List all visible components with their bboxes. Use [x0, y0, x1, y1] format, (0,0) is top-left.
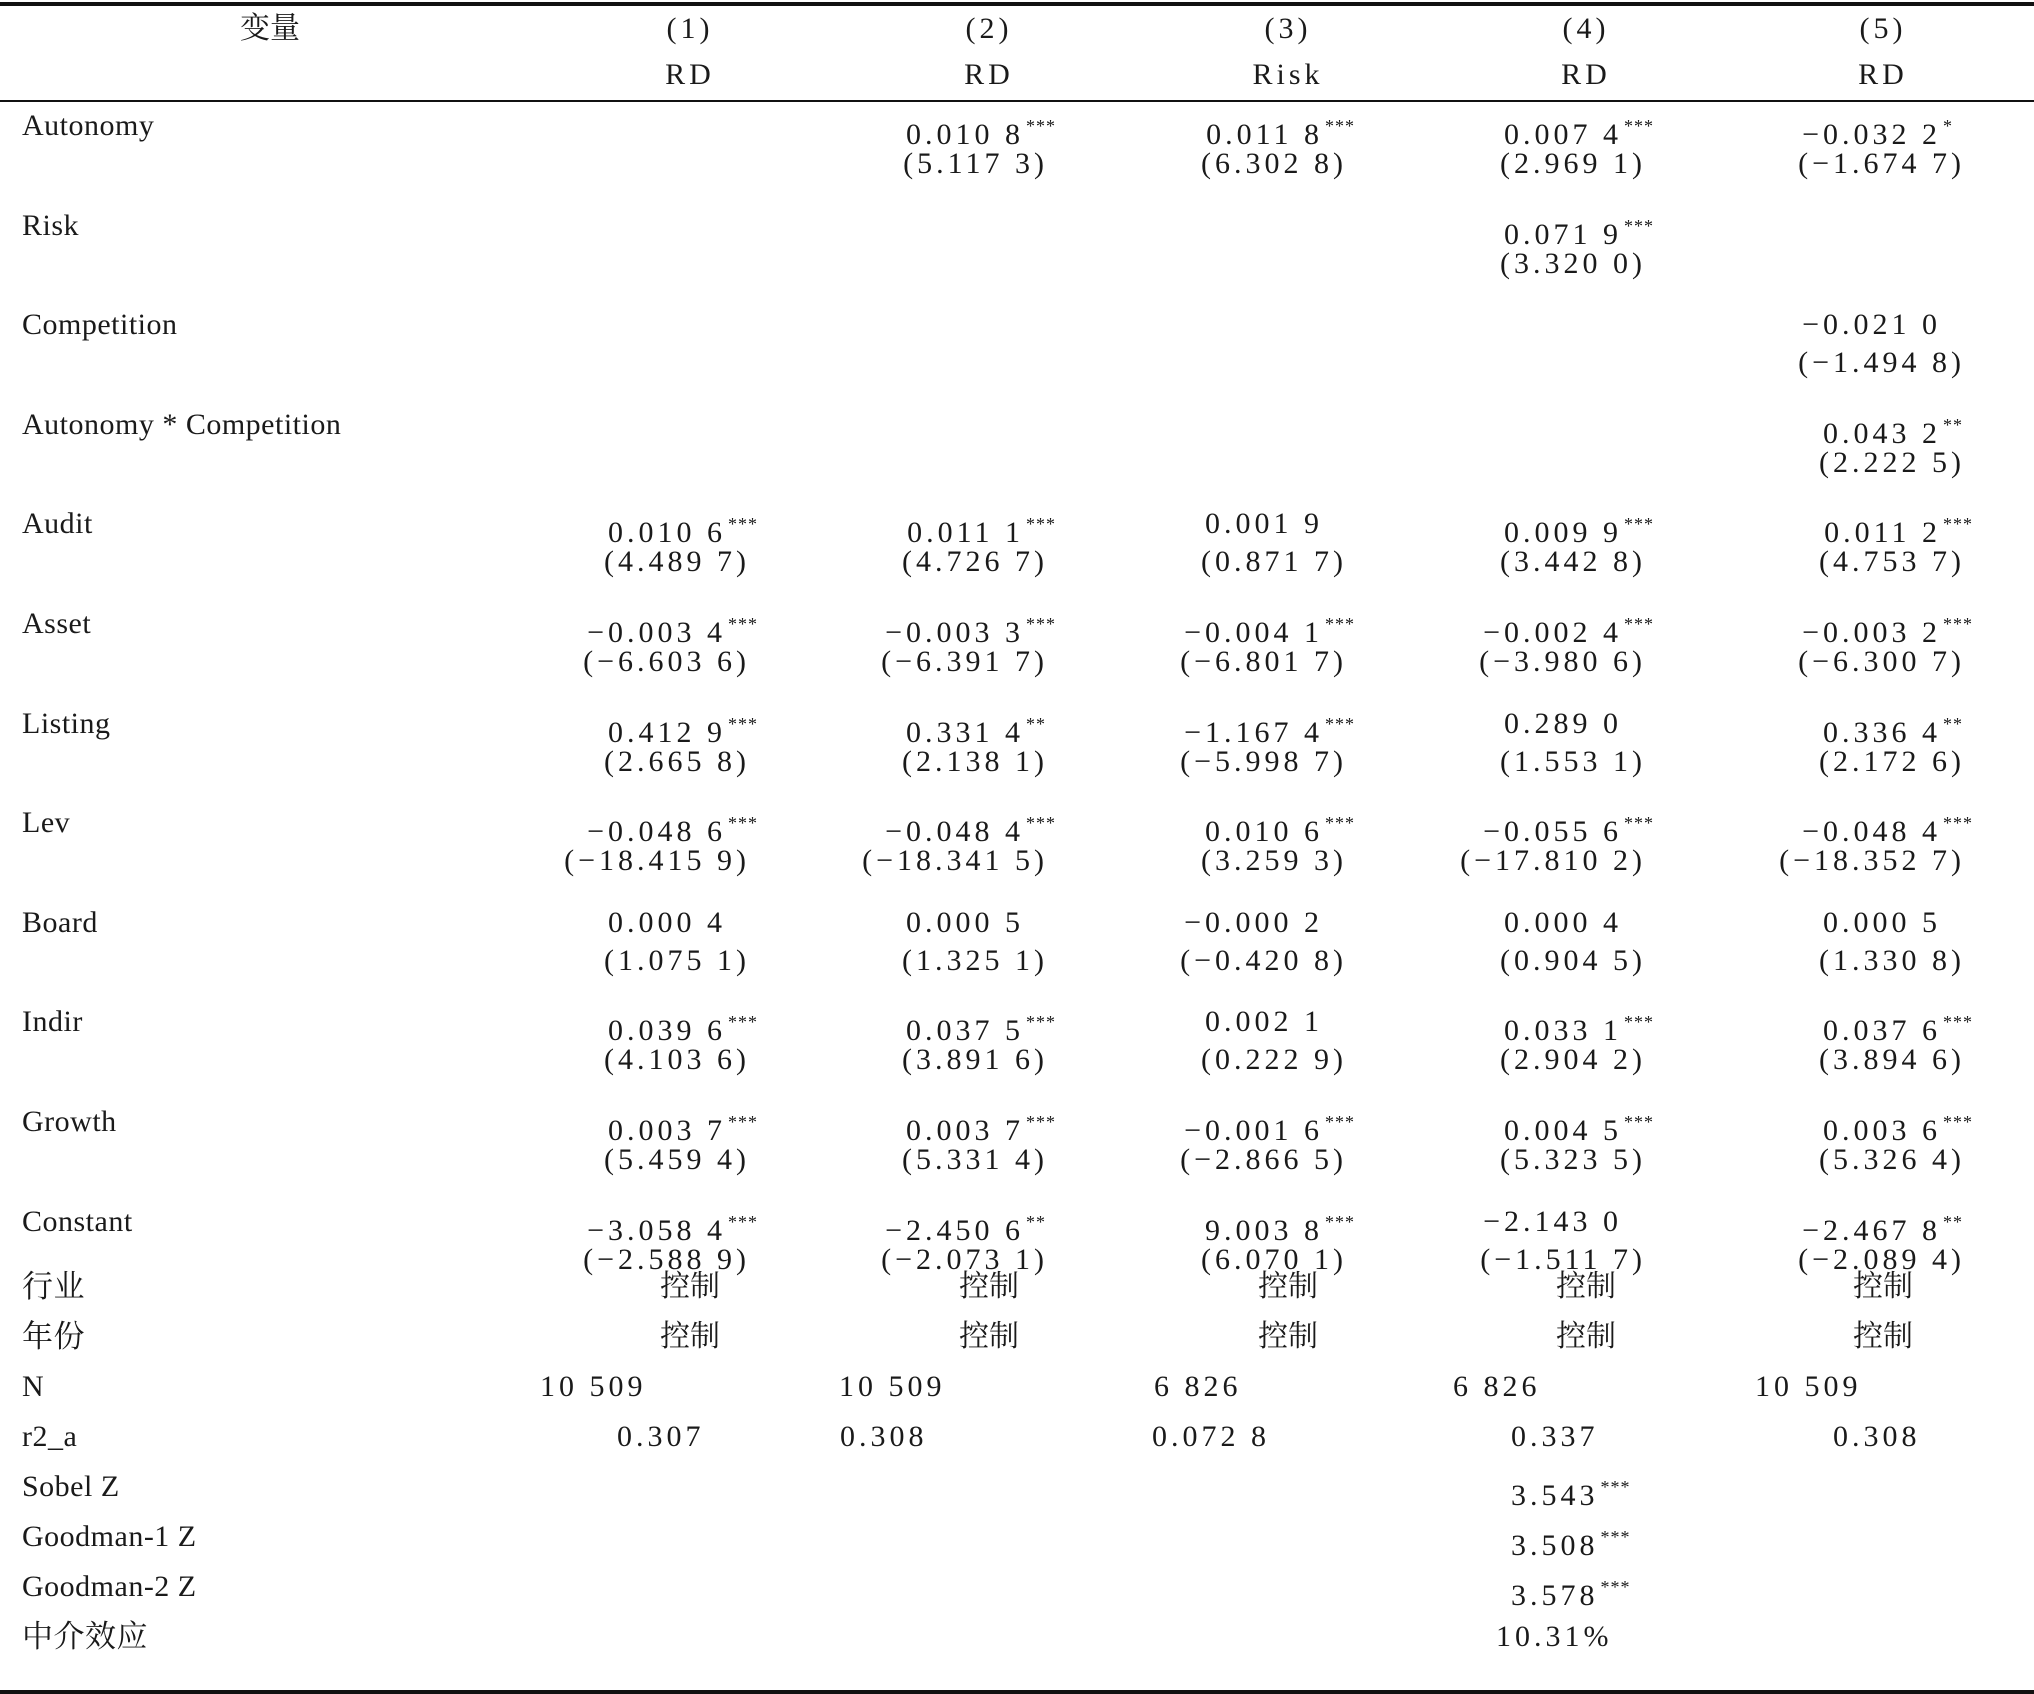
year-control-col2: 控制	[959, 1319, 1019, 1355]
audit-significance-stars: ***	[1624, 514, 1654, 535]
table-row-lev-tstat	[0, 836, 2034, 886]
table-row-goodman1	[0, 1512, 2034, 1562]
listing-label: Listing	[22, 706, 111, 740]
header-row-numbers	[0, 4, 2034, 54]
asset-significance-stars: ***	[728, 614, 758, 634]
constant-coef-value: −2.143 0	[1483, 1204, 1622, 1238]
constant-significance-stars: **	[1026, 1211, 1046, 1232]
interaction-tstat-col4	[1366, 438, 1666, 488]
asset-coef-value: −0.003 2	[1802, 616, 1941, 649]
n-label: N	[22, 1370, 45, 1404]
table-row-audit-tstat	[0, 537, 2034, 587]
board-tstat-col3: (−0.420 8)	[1180, 943, 1347, 977]
sobel-value-col4	[1511, 1462, 1631, 1512]
competition-coef-value: −0.021 0	[1802, 308, 1941, 342]
table-row-n	[0, 1362, 2034, 1412]
asset-coef-value: −0.003 3	[885, 616, 1024, 649]
growth-coef-value: 0.003 7	[906, 1114, 1024, 1147]
lev-significance-stars: ***	[1325, 813, 1355, 834]
listing-coef-value: 0.412 9	[608, 715, 726, 749]
listing-tstat-col3: (−5.998 7)	[1180, 744, 1347, 778]
competition-tstat-col4	[1366, 338, 1666, 388]
asset-significance-stars: ***	[1325, 614, 1355, 634]
autonomy-significance-stars: ***	[1624, 116, 1654, 136]
audit-coef-value: 0.001 9	[1205, 507, 1323, 541]
header-col3-num: (3)	[1264, 12, 1312, 45]
growth-coef-value: 0.003 7	[608, 1114, 726, 1147]
r2a-value-col5: 0.308	[1833, 1420, 1921, 1454]
listing-tstat-col5: (2.172 6)	[1819, 744, 1965, 778]
industry-control-col1: 控制	[660, 1269, 720, 1305]
indir-tstat-col2: (3.891 6)	[902, 1043, 1048, 1077]
interaction-tstat-col1	[470, 438, 770, 488]
table-row-autonomy-tstat	[0, 139, 2034, 189]
growth-significance-stars: ***	[728, 1112, 758, 1132]
audit-coef-value: 0.011 2	[1824, 516, 1941, 550]
asset-coef-value: −0.004 1	[1184, 616, 1323, 649]
interaction-significance-stars: **	[1943, 414, 1963, 435]
asset-coef-value: −0.002 4	[1483, 616, 1622, 649]
n-value-col3: 6 826	[1154, 1370, 1242, 1404]
listing-significance-stars: **	[1026, 713, 1046, 734]
indir-significance-stars: ***	[1026, 1012, 1056, 1033]
constant-tstat-col5: (−2.089 4)	[1798, 1242, 1965, 1276]
board-tstat-col2: (1.325 1)	[902, 943, 1048, 977]
interaction-tstat-col5: (2.222 5)	[1819, 445, 1965, 479]
r2a-value-col2: 0.308	[840, 1420, 928, 1454]
growth-significance-stars: ***	[1943, 1112, 1973, 1132]
header-col4-dep: RD	[1561, 58, 1611, 91]
risk-tstat-col4: (3.320 0)	[1500, 246, 1646, 280]
board-tstat-col1: (1.075 1)	[604, 943, 750, 977]
constant-tstat-col3: (6.070 1)	[1201, 1242, 1347, 1276]
constant-significance-stars: **	[1943, 1211, 1963, 1232]
growth-significance-stars: ***	[1624, 1112, 1654, 1132]
goodman2-value: 3.578	[1511, 1579, 1599, 1613]
audit-tstat-col3: (0.871 7)	[1201, 545, 1347, 579]
competition-tstat-col2	[768, 338, 1068, 388]
board-label: Board	[22, 905, 98, 939]
sobel-significance-stars: ***	[1600, 1477, 1631, 1498]
autonomy-tstat-col3: (6.302 8)	[1201, 147, 1347, 180]
indir-tstat-col5: (3.894 6)	[1819, 1043, 1965, 1077]
constant-label: Constant	[22, 1204, 133, 1238]
risk-tstat-col2	[768, 239, 1068, 289]
audit-tstat-col2: (4.726 7)	[902, 545, 1048, 579]
audit-coef-value: 0.009 9	[1504, 516, 1622, 550]
constant-significance-stars: ***	[1325, 1211, 1355, 1232]
mediation-value-col4: 10.31%	[1496, 1620, 1613, 1654]
competition-label: Competition	[22, 308, 178, 342]
asset-tstat-col2: (−6.391 7)	[881, 645, 1048, 678]
indir-coef-value: 0.002 1	[1205, 1005, 1323, 1039]
audit-tstat-col1: (4.489 7)	[604, 545, 750, 579]
asset-significance-stars: ***	[1624, 614, 1654, 634]
sobel-value: 3.543	[1511, 1479, 1599, 1513]
header-row-dependents	[0, 50, 2034, 100]
year-label: 年份	[22, 1319, 85, 1356]
r2a-value-col4: 0.337	[1511, 1420, 1599, 1454]
listing-tstat-col2: (2.138 1)	[902, 744, 1048, 778]
risk-tstat-col5	[1685, 239, 1985, 289]
growth-coef-value: −0.001 6	[1184, 1114, 1323, 1147]
year-control-col3: 控制	[1258, 1319, 1318, 1355]
autonomy-coef-value: −0.032 2	[1802, 118, 1941, 151]
industry-control-col3: 控制	[1258, 1269, 1318, 1305]
header-col1-dep: RD	[665, 58, 715, 91]
table-row-indir-tstat	[0, 1035, 2034, 1085]
header-col5-num: (5)	[1859, 12, 1907, 45]
header-col5-dep: RD	[1858, 58, 1908, 91]
interaction-tstat-col3	[1067, 438, 1367, 488]
sobel-label: Sobel Z	[22, 1470, 120, 1504]
lev-tstat-col1: (−18.415 9)	[564, 844, 750, 878]
lev-tstat-col3: (3.259 3)	[1201, 844, 1347, 878]
listing-significance-stars: **	[1943, 713, 1963, 734]
n-value-col2: 10 509	[839, 1370, 946, 1404]
asset-coef-value: −0.003 4	[587, 616, 726, 649]
lev-significance-stars: ***	[728, 813, 758, 834]
lev-coef-value: −0.048 4	[1802, 815, 1941, 849]
asset-significance-stars: ***	[1026, 614, 1056, 634]
autonomy-significance-stars: *	[1943, 116, 1953, 136]
autonomy-label: Autonomy	[22, 109, 155, 142]
risk-label: Risk	[22, 208, 80, 242]
asset-tstat-col1: (−6.603 6)	[583, 645, 750, 678]
asset-tstat-col5: (−6.300 7)	[1798, 645, 1965, 678]
indir-significance-stars: ***	[1943, 1012, 1973, 1033]
indir-coef-value: 0.037 6	[1823, 1014, 1941, 1048]
industry-control-col5: 控制	[1853, 1269, 1913, 1305]
lev-coef-value: −0.048 6	[587, 815, 726, 849]
header-col2-dep: RD	[964, 58, 1014, 91]
goodman1-value: 3.508	[1511, 1529, 1599, 1563]
audit-label: Audit	[22, 507, 93, 541]
growth-tstat-col3: (−2.866 5)	[1180, 1143, 1347, 1176]
bottom-rule	[0, 1690, 2034, 1694]
board-coef-value: 0.000 4	[1504, 905, 1622, 939]
year-control-col4: 控制	[1556, 1319, 1616, 1355]
autonomy-tstat-col1	[470, 139, 770, 189]
table-row-listing-tstat	[0, 737, 2034, 787]
autonomy-tstat-col4: (2.969 1)	[1500, 147, 1646, 180]
indir-coef-value: 0.033 1	[1504, 1014, 1622, 1048]
audit-significance-stars: ***	[728, 514, 758, 535]
growth-tstat-col2: (5.331 4)	[902, 1143, 1048, 1176]
constant-coef-value: −2.467 8	[1802, 1213, 1941, 1247]
indir-tstat-col4: (2.904 2)	[1500, 1043, 1646, 1077]
autonomy-coef-value: 0.011 8	[1206, 118, 1323, 151]
industry-control-col4: 控制	[1556, 1269, 1616, 1305]
listing-tstat-col4: (1.553 1)	[1500, 744, 1646, 778]
header-col2-num: (2)	[965, 12, 1013, 45]
indir-significance-stars: ***	[728, 1012, 758, 1033]
table-row-board-tstat	[0, 936, 2034, 986]
asset-tstat-col3: (−6.801 7)	[1180, 645, 1347, 678]
competition-tstat-col1	[470, 338, 770, 388]
board-coef-value: 0.000 5	[1823, 905, 1941, 939]
constant-tstat-col4: (−1.511 7)	[1480, 1242, 1646, 1276]
goodman1-value-col4	[1511, 1512, 1631, 1562]
lev-significance-stars: ***	[1026, 813, 1056, 834]
lev-significance-stars: ***	[1624, 813, 1654, 834]
industry-control-col2: 控制	[959, 1269, 1019, 1305]
lev-tstat-col4: (−17.810 2)	[1460, 844, 1646, 878]
asset-significance-stars: ***	[1943, 614, 1973, 634]
autonomy-coef-value: 0.010 8	[906, 118, 1024, 151]
constant-coef-value: −3.058 4	[587, 1213, 726, 1247]
table-row-mediation	[0, 1612, 2034, 1662]
n-value-col1: 10 509	[540, 1370, 647, 1404]
lev-tstat-col2: (−18.341 5)	[862, 844, 1048, 878]
board-coef-value: 0.000 4	[608, 905, 726, 939]
year-control-col5: 控制	[1853, 1319, 1913, 1355]
table-row-r2a	[0, 1412, 2034, 1462]
autonomy-tstat-col2: (5.117 3)	[903, 147, 1048, 180]
risk-significance-stars: ***	[1624, 215, 1654, 236]
listing-coef-value: 0.336 4	[1823, 715, 1941, 749]
constant-tstat-col2: (−2.073 1)	[881, 1242, 1048, 1276]
table-row-industry	[0, 1262, 2034, 1312]
risk-tstat-col3	[1067, 239, 1367, 289]
table-row-asset-tstat	[0, 637, 2034, 687]
risk-tstat-col1	[470, 239, 770, 289]
audit-coef-value: 0.011 1	[907, 516, 1024, 550]
year-control-col1: 控制	[660, 1319, 720, 1355]
lev-coef-value: −0.048 4	[885, 815, 1024, 849]
board-coef-value: −0.000 2	[1184, 905, 1323, 939]
competition-tstat-col5: (−1.494 8)	[1798, 346, 1965, 380]
indir-coef-value: 0.039 6	[608, 1014, 726, 1048]
indir-coef-value: 0.037 5	[906, 1014, 1024, 1048]
table-row-growth-tstat	[0, 1135, 2034, 1185]
growth-tstat-col4: (5.323 5)	[1500, 1143, 1646, 1176]
goodman2-value-col4	[1511, 1562, 1631, 1612]
constant-significance-stars: ***	[728, 1211, 758, 1232]
r2a-value-col1: 0.307	[617, 1420, 705, 1454]
autonomy-coef-value: 0.007 4	[1504, 118, 1622, 151]
indir-tstat-col1: (4.103 6)	[604, 1043, 750, 1077]
listing-coef-value: 0.289 0	[1504, 706, 1622, 740]
asset-label: Asset	[22, 607, 92, 640]
table-row-sobel	[0, 1462, 2034, 1512]
growth-coef-value: 0.003 6	[1823, 1114, 1941, 1147]
audit-significance-stars: ***	[1026, 514, 1056, 535]
table-row-year	[0, 1312, 2034, 1362]
board-tstat-col5: (1.330 8)	[1819, 943, 1965, 977]
n-value-col5: 10 509	[1755, 1370, 1862, 1404]
constant-coef-value: 9.003 8	[1205, 1213, 1323, 1247]
autonomy-significance-stars: ***	[1325, 116, 1355, 136]
constant-tstat-col1: (−2.588 9)	[583, 1242, 750, 1276]
board-coef-value: 0.000 5	[906, 905, 1024, 939]
industry-label: 行业	[22, 1269, 85, 1306]
lev-coef-value: 0.010 6	[1205, 815, 1323, 849]
table-row-competition-tstat	[0, 338, 2034, 388]
header-col3-dep: Risk	[1252, 58, 1324, 91]
goodman2-label: Goodman-2 Z	[22, 1570, 197, 1604]
listing-significance-stars: ***	[728, 713, 758, 734]
r2a-label: r2_a	[22, 1420, 78, 1454]
lev-label: Lev	[22, 806, 71, 840]
growth-tstat-col5: (5.326 4)	[1819, 1143, 1965, 1176]
board-tstat-col4: (0.904 5)	[1500, 943, 1646, 977]
table-row-goodman2	[0, 1562, 2034, 1612]
r2a-value-col3: 0.072 8	[1152, 1420, 1270, 1454]
listing-tstat-col1: (2.665 8)	[604, 744, 750, 778]
competition-tstat-col3	[1067, 338, 1367, 388]
indir-significance-stars: ***	[1624, 1012, 1654, 1033]
listing-significance-stars: ***	[1325, 713, 1355, 734]
header-col1-num: (1)	[666, 12, 714, 45]
listing-coef-value: 0.331 4	[906, 715, 1024, 749]
n-value-col4: 6 826	[1453, 1370, 1541, 1404]
audit-tstat-col4: (3.442 8)	[1500, 545, 1646, 579]
goodman2-significance-stars: ***	[1600, 1577, 1631, 1598]
audit-tstat-col5: (4.753 7)	[1819, 545, 1965, 579]
interaction-label: Autonomy * Competition	[22, 407, 342, 441]
goodman1-label: Goodman-1 Z	[22, 1520, 197, 1554]
mediation-label: 中介效应	[22, 1619, 148, 1656]
table-row-risk-tstat	[0, 239, 2034, 289]
header-col4-num: (4)	[1562, 12, 1610, 45]
constant-coef-value: −2.450 6	[885, 1213, 1024, 1247]
indir-label: Indir	[22, 1005, 83, 1039]
risk-coef-value: 0.071 9	[1504, 217, 1622, 251]
growth-significance-stars: ***	[1325, 1112, 1355, 1132]
asset-tstat-col4: (−3.980 6)	[1479, 645, 1646, 678]
audit-significance-stars: ***	[1943, 514, 1973, 535]
autonomy-tstat-col5: (−1.674 7)	[1798, 147, 1965, 180]
lev-coef-value: −0.055 6	[1483, 815, 1622, 849]
lev-tstat-col5: (−18.352 7)	[1779, 844, 1965, 878]
lev-significance-stars: ***	[1943, 813, 1973, 834]
listing-coef-value: −1.167 4	[1184, 715, 1323, 749]
header-variable-label: 变量	[240, 11, 300, 46]
indir-tstat-col3: (0.222 9)	[1201, 1043, 1347, 1077]
growth-label: Growth	[22, 1105, 117, 1138]
goodman1-significance-stars: ***	[1600, 1527, 1631, 1548]
interaction-tstat-col2	[768, 438, 1068, 488]
audit-coef-value: 0.010 6	[608, 516, 726, 550]
growth-significance-stars: ***	[1026, 1112, 1056, 1132]
interaction-coef-value: 0.043 2	[1823, 416, 1941, 450]
growth-tstat-col1: (5.459 4)	[604, 1143, 750, 1176]
autonomy-significance-stars: ***	[1026, 116, 1056, 136]
growth-coef-value: 0.004 5	[1504, 1114, 1622, 1147]
table-row-interaction-tstat	[0, 438, 2034, 488]
